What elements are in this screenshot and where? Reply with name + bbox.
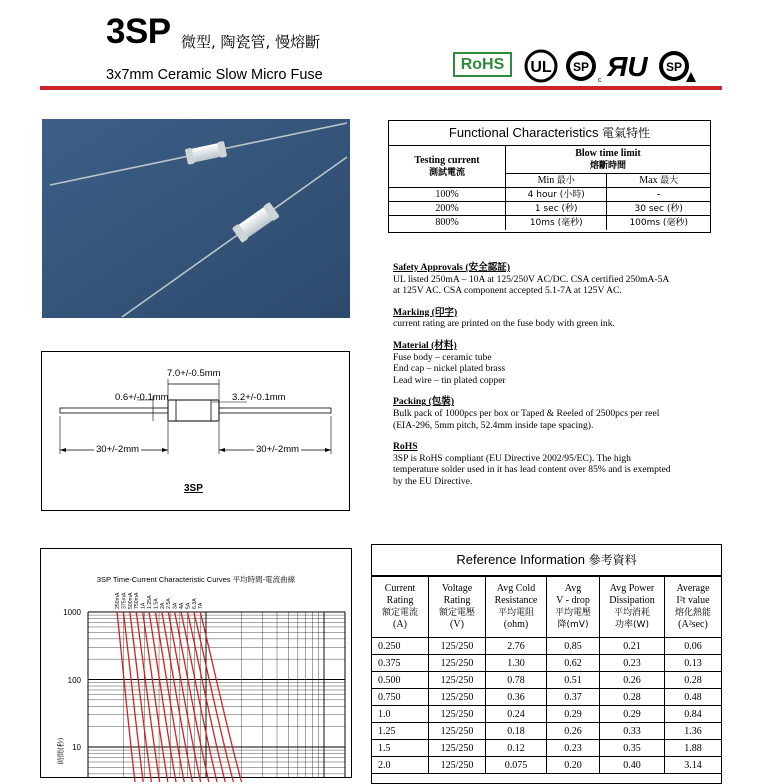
svg-text:UL: UL (530, 59, 552, 76)
table-cell: 2.0 (372, 757, 429, 774)
series-label: 4A (179, 602, 185, 609)
table-cell: 2.76 (486, 638, 547, 655)
ur-logo (605, 48, 653, 84)
functional-characteristics-table (388, 120, 711, 233)
table-cell: 1.88 (665, 740, 722, 757)
svg-text:SP: SP (572, 60, 590, 74)
dim-cap: 3.2+/-0.1mm (232, 392, 286, 403)
table-cell: 0.375 (372, 655, 429, 672)
table-cell: 125/250 (429, 672, 486, 689)
series-label: 1.25A (147, 595, 153, 609)
table-cell: 125/250 (429, 723, 486, 740)
rohs-section: RoHS 3SP is RoHS compliant (EU Directive 2002/95/EC). The high temperature solder used in it has lead content over 85% and is exempted by the EU Directive. (393, 441, 671, 487)
time-current-chart (40, 548, 352, 778)
table-cell: 0.13 (665, 655, 722, 672)
table-cell: 0.35 (600, 740, 665, 757)
svg-text:c: c (598, 77, 602, 84)
table-cell: 0.750 (372, 689, 429, 706)
ul-logo (523, 48, 559, 84)
table-cell: 0.18 (486, 723, 547, 740)
table-cell: 0.075 (486, 757, 547, 774)
table-row: 200% 1 sec (秒) 30 sec (秒) (389, 202, 710, 216)
table-cell: 125/250 (429, 638, 486, 655)
table-cell: 0.85 (547, 638, 600, 655)
chart-ytick-10: 10 (72, 743, 81, 752)
col-cold-resistance: Avg Cold Resistance 平均電阻 (ohm) (486, 577, 547, 638)
chart-ytick-1000: 1000 (63, 608, 81, 617)
chart-ylabel: 時間(秒) (57, 737, 65, 764)
table-cell: 3.14 (665, 757, 722, 774)
drawing-label: 3SP (184, 483, 203, 494)
table-cell: 0.37 (547, 689, 600, 706)
svg-text:SP: SP (665, 60, 683, 74)
table-cell: 0.250 (372, 638, 429, 655)
series-curve (194, 612, 234, 782)
col-i2t-value: Average I²t value 熔化熱能 (A²sec) (665, 577, 722, 638)
table-row (372, 757, 721, 774)
table-cell: 0.36 (486, 689, 547, 706)
dimension-drawing (41, 351, 350, 511)
page-subtitle: 3x7mm Ceramic Slow Micro Fuse (106, 67, 323, 83)
table-cell: 0.62 (547, 655, 600, 672)
table-cell: 0.29 (600, 706, 665, 723)
table-row: 100% 4 hour (小時) - (389, 188, 710, 202)
col-blow-time: Blow time limit 熔斷時間 (506, 146, 711, 174)
series-curve (168, 612, 200, 782)
table-cell: 1.25 (372, 723, 429, 740)
table-cell: 0.21 (600, 638, 665, 655)
table-cell: 125/250 (429, 655, 486, 672)
series-label: 3A (172, 602, 179, 609)
col-voltage-rating: Voltage Rating 額定電壓 (V) (429, 577, 486, 638)
chart-ytick-100: 100 (67, 676, 81, 685)
fuse-photo (42, 119, 350, 318)
dim-lead-left: 30+/-2mm (96, 444, 140, 455)
chart-title: 3SP Time-Current Characteristic Curves 平均時間-電流曲線 (96, 575, 296, 584)
table-cell: 0.51 (547, 672, 600, 689)
series-label: 750mA (134, 592, 141, 609)
svg-text:ЯU: ЯU (607, 51, 648, 82)
table-cell: 0.26 (600, 672, 665, 689)
series-label: 7A (198, 602, 205, 609)
table-cell: 0.24 (486, 706, 547, 723)
table-row: 800% 10ms (毫秒) 100ms (毫秒) (389, 216, 710, 230)
table-cell: 125/250 (429, 689, 486, 706)
series-label: 2.5A (166, 598, 173, 609)
series-label: 375mA (121, 592, 128, 609)
header-divider (40, 86, 722, 90)
table-cell: 0.33 (600, 723, 665, 740)
table-cell: 0.48 (665, 689, 722, 706)
series-label: 5A (185, 602, 192, 609)
table-row (372, 706, 721, 723)
col-current-rating: Current Rating 額定電流 (A) (372, 577, 429, 638)
col-testing-current: Testing current 測試電流 (389, 146, 506, 188)
table-cell: 1.30 (486, 655, 547, 672)
dim-diameter: 0.6+/-0.1mm (115, 392, 169, 403)
chart-svg (41, 549, 351, 777)
table-row (372, 638, 721, 655)
csa-sp-logo (656, 48, 698, 84)
table-cell: 0.28 (665, 672, 722, 689)
specifications-text (393, 262, 713, 498)
table-row (372, 723, 721, 740)
table-cell: 0.20 (547, 757, 600, 774)
table-cell: 1.5 (372, 740, 429, 757)
dim-lead-right: 30+/-2mm (256, 444, 300, 455)
series-label: 500mA (127, 592, 134, 609)
table-row (372, 689, 721, 706)
table-cell: 1.0 (372, 706, 429, 723)
table-cell: 0.26 (547, 723, 600, 740)
table-header-row (372, 577, 721, 638)
table-cell: 0.23 (547, 740, 600, 757)
table-cell: 0.40 (600, 757, 665, 774)
series-curve (149, 612, 176, 782)
dim-body-length: 7.0+/-0.5mm (167, 368, 221, 379)
table-cell: 0.12 (486, 740, 547, 757)
page-title-chinese: 微型, 陶瓷管, 慢熔斷 (181, 33, 321, 51)
series-label: 6.3A (191, 598, 198, 609)
functional-title: Functional Characteristics 電氣特性 (389, 121, 710, 146)
series-label: 2A (159, 602, 166, 609)
col-min: Min 最小 (506, 174, 607, 188)
packing-section: Packing (包裝) Bulk pack of 1000pcs per box or Taped & Reeled of 2500pcs per reel (EIA-296, 5mm pitch, 52.4mm inside tape spacing). (393, 396, 660, 431)
rohs-badge: RoHS (453, 52, 512, 77)
page-title: 3SP (106, 12, 171, 51)
marking-section: Marking (印字) current rating are printed on the fuse body with green ink. (393, 306, 615, 330)
table-cell: 0.84 (665, 706, 722, 723)
material-section: Material (材料) Fuse body – ceramic tube End cap – nickel plated brass Lead wire – tin plated copper (393, 339, 506, 386)
series-label: 250mA (115, 592, 121, 609)
safety-section: Safety Approvals (安全認証) UL listed 250mA – 10A at 125/250V AC/DC. CSA certified 250mA-5A at 125V AC. CSA component accepted 5.1-7A at 125V AC. (393, 262, 670, 297)
series-curve (181, 612, 217, 782)
table-cell: 1.36 (665, 723, 722, 740)
table-cell: 0.500 (372, 672, 429, 689)
csa-logo (563, 48, 601, 84)
col-voltage-drop: Avg V - drop 平均電壓 降(mV) (547, 577, 600, 638)
table-cell: 125/250 (429, 740, 486, 757)
table-cell: 0.29 (547, 706, 600, 723)
table-cell: 125/250 (429, 706, 486, 723)
table-row (372, 672, 721, 689)
table-cell: 125/250 (429, 757, 486, 774)
table-row (372, 655, 721, 672)
reference-title: Reference Information 參考資料 (372, 545, 721, 576)
table-cell: 0.06 (665, 638, 722, 655)
table-cell: 0.78 (486, 672, 547, 689)
table-cell: 0.23 (600, 655, 665, 672)
series-label: 1.5A (153, 598, 160, 609)
col-power-dissipation: Avg Power Dissipation 平均消耗 功率(W) (600, 577, 665, 638)
table-cell: 0.28 (600, 689, 665, 706)
series-label: 1A (140, 602, 147, 609)
col-max: Max 最大 (607, 174, 710, 188)
reference-information-table (371, 544, 722, 784)
table-row (372, 740, 721, 757)
